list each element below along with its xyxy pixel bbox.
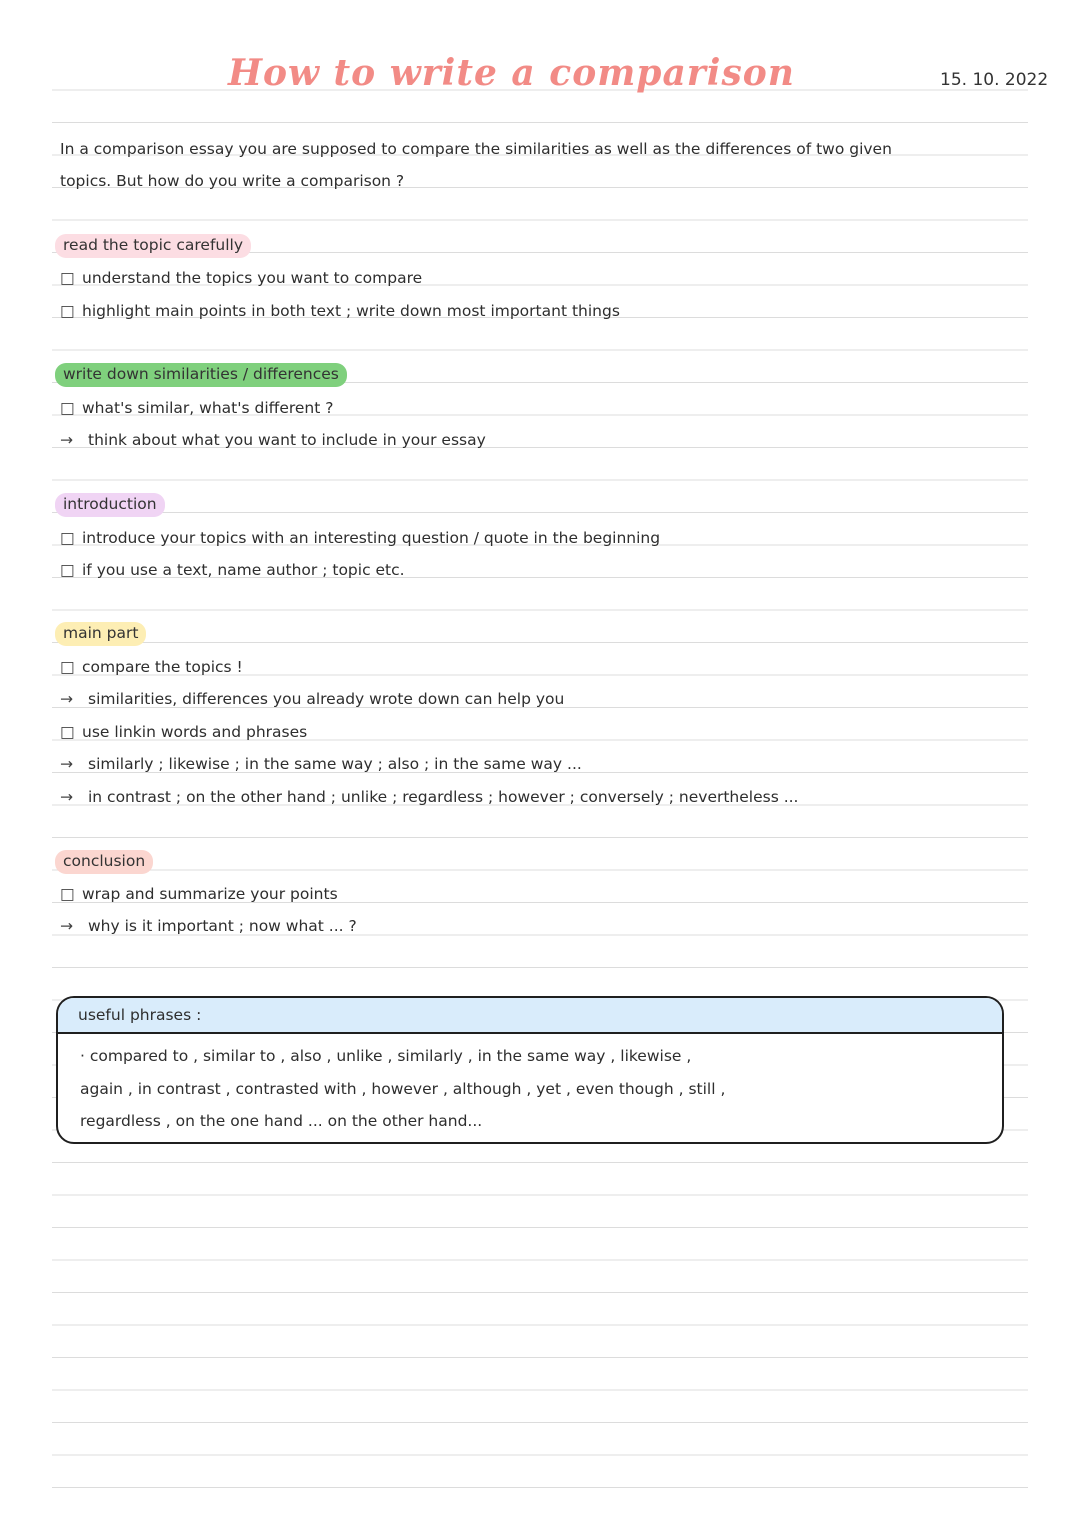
useful-phrases-heading: useful phrases : (58, 998, 1002, 1034)
heading-introduction: introduction (55, 493, 165, 517)
list-item (60, 301, 620, 321)
phrases-line-1: · compared to , similar to , also , unlike , similarly , in the same way , likewise , (80, 1047, 692, 1065)
list-item (60, 430, 486, 450)
heading-conclusion: conclusion (55, 850, 153, 874)
checkbox-icon: □ (60, 302, 75, 320)
list-item (60, 528, 660, 548)
checkbox-icon: □ (60, 723, 75, 741)
arrow-icon: → (60, 690, 73, 708)
list-item (60, 754, 582, 774)
heading-similarities: write down similarities / differences (55, 363, 347, 387)
checkbox-icon: □ (60, 561, 75, 579)
list-item-text: wrap and summarize your points (82, 885, 338, 903)
list-item (60, 268, 422, 288)
list-item (60, 560, 405, 580)
list-item (60, 884, 338, 904)
date-label: 15. 10. 2022 (940, 70, 1049, 90)
list-item-text: if you use a text, name author ; topic etc. (82, 561, 405, 579)
list-item-text: similarly ; likewise ; in the same way ; also ; in the same way ... (88, 755, 582, 773)
list-item-text: what's similar, what's different ? (82, 399, 334, 417)
phrases-line-3: regardless , on the one hand ... on the other hand... (80, 1112, 483, 1130)
useful-phrases-box (56, 996, 1004, 1144)
checkbox-icon: □ (60, 529, 75, 547)
phrases-line-2: again , in contrast , contrasted with , however , although , yet , even though , still , (80, 1080, 726, 1098)
list-item-text: why is it important ; now what ... ? (88, 917, 357, 935)
arrow-icon: → (60, 788, 73, 806)
list-item-text: think about what you want to include in your essay (88, 431, 486, 449)
heading-read-topic: read the topic carefully (55, 234, 251, 258)
list-item-text: similarities, differences you already wrote down can help you (88, 690, 565, 708)
arrow-icon: → (60, 917, 73, 935)
arrow-icon: → (60, 431, 73, 449)
list-item-text: highlight main points in both text ; write down most important things (82, 302, 620, 320)
list-item (60, 916, 357, 936)
list-item (60, 657, 243, 677)
checkbox-icon: □ (60, 885, 75, 903)
intro-line-1: In a comparison essay you are supposed to compare the similarities as well as the differences of two given (60, 140, 892, 158)
list-item-text: use linkin words and phrases (82, 723, 308, 741)
list-item-text: in contrast ; on the other hand ; unlike ; regardless ; however ; conversely ; nevertheless ... (88, 788, 799, 806)
list-item (60, 722, 307, 742)
heading-main-part: main part (55, 622, 146, 646)
list-item-text: compare the topics ! (82, 658, 243, 676)
arrow-icon: → (60, 755, 73, 773)
checkbox-icon: □ (60, 658, 75, 676)
list-item (60, 398, 333, 418)
list-item-text: understand the topics you want to compare (82, 269, 423, 287)
list-item (60, 689, 564, 709)
list-item-text: introduce your topics with an interesting question / quote in the beginning (82, 529, 661, 547)
checkbox-icon: □ (60, 399, 75, 417)
checkbox-icon: □ (60, 269, 75, 287)
list-item (60, 787, 799, 807)
intro-line-2: topics. But how do you write a comparison ? (60, 172, 405, 190)
page-title: How to write a comparison (228, 52, 795, 94)
